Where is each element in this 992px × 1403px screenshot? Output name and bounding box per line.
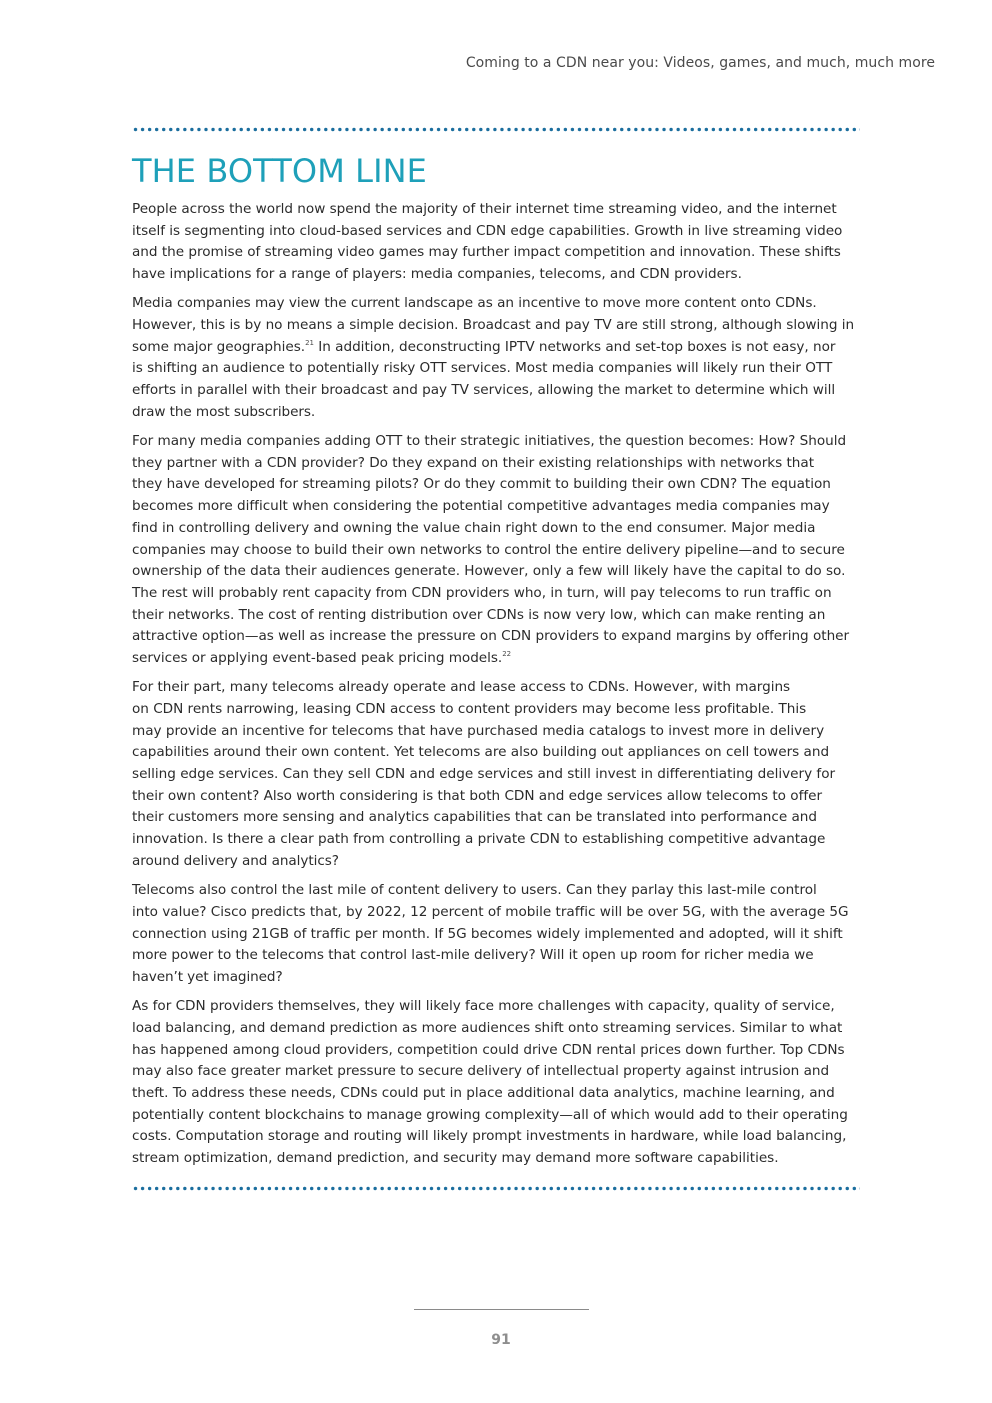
paragraph-line: and the promise of streaming video games may further impact competition and innovation. These shifts bbox=[132, 244, 841, 261]
line-text: services or applying event-based peak pricing models. bbox=[132, 650, 503, 667]
page-number: 91 bbox=[491, 1332, 511, 1348]
paragraph-intro bbox=[132, 199, 862, 286]
paragraph-media-companies bbox=[132, 293, 862, 423]
paragraph-line: haven’t yet imagined? bbox=[132, 968, 283, 985]
footnote-ref-21[interactable]: 21 bbox=[305, 338, 314, 347]
paragraph-line: attractive option—as well as increase the pressure on CDN providers to expand margins by offering other bbox=[132, 628, 850, 645]
paragraph-line: theft. To address these needs, CDNs could put in place additional data analytics, machine learning, and bbox=[132, 1084, 835, 1101]
paragraph-line: However, this is by no means a simple decision. Broadcast and pay TV are still strong, although slowing in bbox=[132, 317, 855, 334]
section-bottom-dotted-rule bbox=[132, 1186, 860, 1191]
footer-rule bbox=[414, 1309, 589, 1310]
paragraph-line: capabilities around their own content. Yet telecoms are also building out appliances on cell towers and bbox=[132, 744, 830, 761]
paragraph-line: draw the most subscribers. bbox=[132, 403, 316, 420]
paragraph-line: As for CDN providers themselves, they will likely face more challenges with capacity, quality of service, bbox=[132, 998, 835, 1015]
paragraph-ott-strategy bbox=[132, 431, 862, 670]
paragraph-line-with-footnote bbox=[132, 337, 862, 359]
section-top-dotted-rule bbox=[132, 127, 860, 132]
paragraph-line: is shifting an audience to potentially risky OTT services. Most media companies will likely run their OTT bbox=[132, 360, 833, 377]
line-text: some major geographies. bbox=[132, 338, 306, 355]
paragraph-line: have implications for a range of players: media companies, telecoms, and CDN providers. bbox=[132, 266, 742, 283]
paragraph-cdn-providers bbox=[132, 996, 862, 1170]
paragraph-line: Telecoms also control the last mile of content delivery to users. Can they parlay this last-mile control bbox=[132, 882, 817, 899]
paragraph-line: may also face greater market pressure to secure delivery of intellectual property against intrusion and bbox=[132, 1063, 830, 1080]
paragraph-line: For their part, many telecoms already operate and lease access to CDNs. However, with margins bbox=[132, 679, 791, 696]
paragraph-line-with-footnote bbox=[132, 648, 862, 670]
paragraph-line: efforts in parallel with their broadcast and pay TV services, allowing the market to determine which will bbox=[132, 382, 836, 399]
paragraph-line: find in controlling delivery and owning the value chain right down to the end consumer. Major media bbox=[132, 519, 816, 536]
paragraph-line: connection using 21GB of traffic per month. If 5G becomes widely implemented and adopted, will it shift bbox=[132, 925, 843, 942]
paragraph-line: potentially content blockchains to manage growing complexity—all of which would add to their operating bbox=[132, 1106, 848, 1123]
paragraph-line: itself is segmenting into cloud-based services and CDN edge capabilities. Growth in live streaming video bbox=[132, 222, 843, 239]
paragraph-line: ownership of the data their audiences generate. However, only a few will likely have the capital to do so. bbox=[132, 563, 846, 580]
body-text bbox=[132, 199, 862, 1177]
paragraph-line: The rest will probably rent capacity from CDN providers who, in turn, will pay telecoms to run traffic on bbox=[132, 584, 832, 601]
paragraph-last-mile bbox=[132, 880, 862, 989]
paragraph-line: innovation. Is there a clear path from controlling a private CDN to establishing competitive advantage bbox=[132, 831, 826, 848]
paragraph-line: For many media companies adding OTT to their strategic initiatives, the question becomes: How? Should bbox=[132, 433, 847, 450]
section-title: THE BOTTOM LINE bbox=[132, 152, 427, 190]
paragraph-line: around delivery and analytics? bbox=[132, 852, 339, 869]
paragraph-line: load balancing, and demand prediction as more audiences shift onto streaming services. Similar to what bbox=[132, 1019, 843, 1036]
footnote-ref-22[interactable]: 22 bbox=[502, 650, 512, 659]
paragraph-line: becomes more difficult when considering the potential competitive advantages media companies may bbox=[132, 498, 830, 515]
paragraph-line: companies may choose to build their own networks to control the entire delivery pipeline—and to secure bbox=[132, 541, 845, 558]
paragraph-line: their networks. The cost of renting distribution over CDNs is now very low, which can make renting an bbox=[132, 606, 826, 623]
paragraph-line: may provide an incentive for telecoms that have purchased media catalogs to invest more in delivery bbox=[132, 722, 825, 739]
paragraph-line: Media companies may view the current landscape as an incentive to move more content onto CDNs. bbox=[132, 295, 817, 312]
paragraph-line: costs. Computation storage and routing will likely prompt investments in hardware, while load balancing, bbox=[132, 1128, 847, 1145]
paragraph-line: People across the world now spend the majority of their internet time streaming video, and the internet bbox=[132, 201, 837, 217]
paragraph-line: more power to the telecoms that control last-mile delivery? Will it open up room for richer media we bbox=[132, 947, 814, 964]
paragraph-telecoms bbox=[132, 677, 862, 872]
paragraph-line: has happened among cloud providers, competition could drive CDN rental prices down further. Top CDNs bbox=[132, 1041, 845, 1058]
paragraph-line: their customers more sensing and analytics capabilities that can be translated into performance and bbox=[132, 809, 818, 826]
paragraph-line: their own content? Also worth considering is that both CDN and edge services allow telecoms to offer bbox=[132, 787, 823, 804]
paragraph-line: selling edge services. Can they sell CDN and edge services and still invest in differentiating delivery for bbox=[132, 766, 836, 783]
paragraph-line: they have developed for streaming pilots? Or do they commit to building their own CDN? The equation bbox=[132, 476, 831, 493]
paragraph-line: they partner with a CDN provider? Do they expand on their existing relationships with networks that bbox=[132, 454, 815, 471]
line-text: In addition, deconstructing IPTV networks and set-top boxes is not easy, nor bbox=[313, 338, 836, 355]
paragraph-line: into value? Cisco predicts that, by 2022, 12 percent of mobile traffic will be over 5G, with the average 5G bbox=[132, 903, 849, 920]
paragraph-line: on CDN rents narrowing, leasing CDN access to content providers may become less profitable. This bbox=[132, 700, 807, 717]
paragraph-line: stream optimization, demand prediction, and security may demand more software capabilities. bbox=[132, 1150, 779, 1167]
running-header: Coming to a CDN near you: Videos, games, and much, much more bbox=[465, 55, 935, 71]
